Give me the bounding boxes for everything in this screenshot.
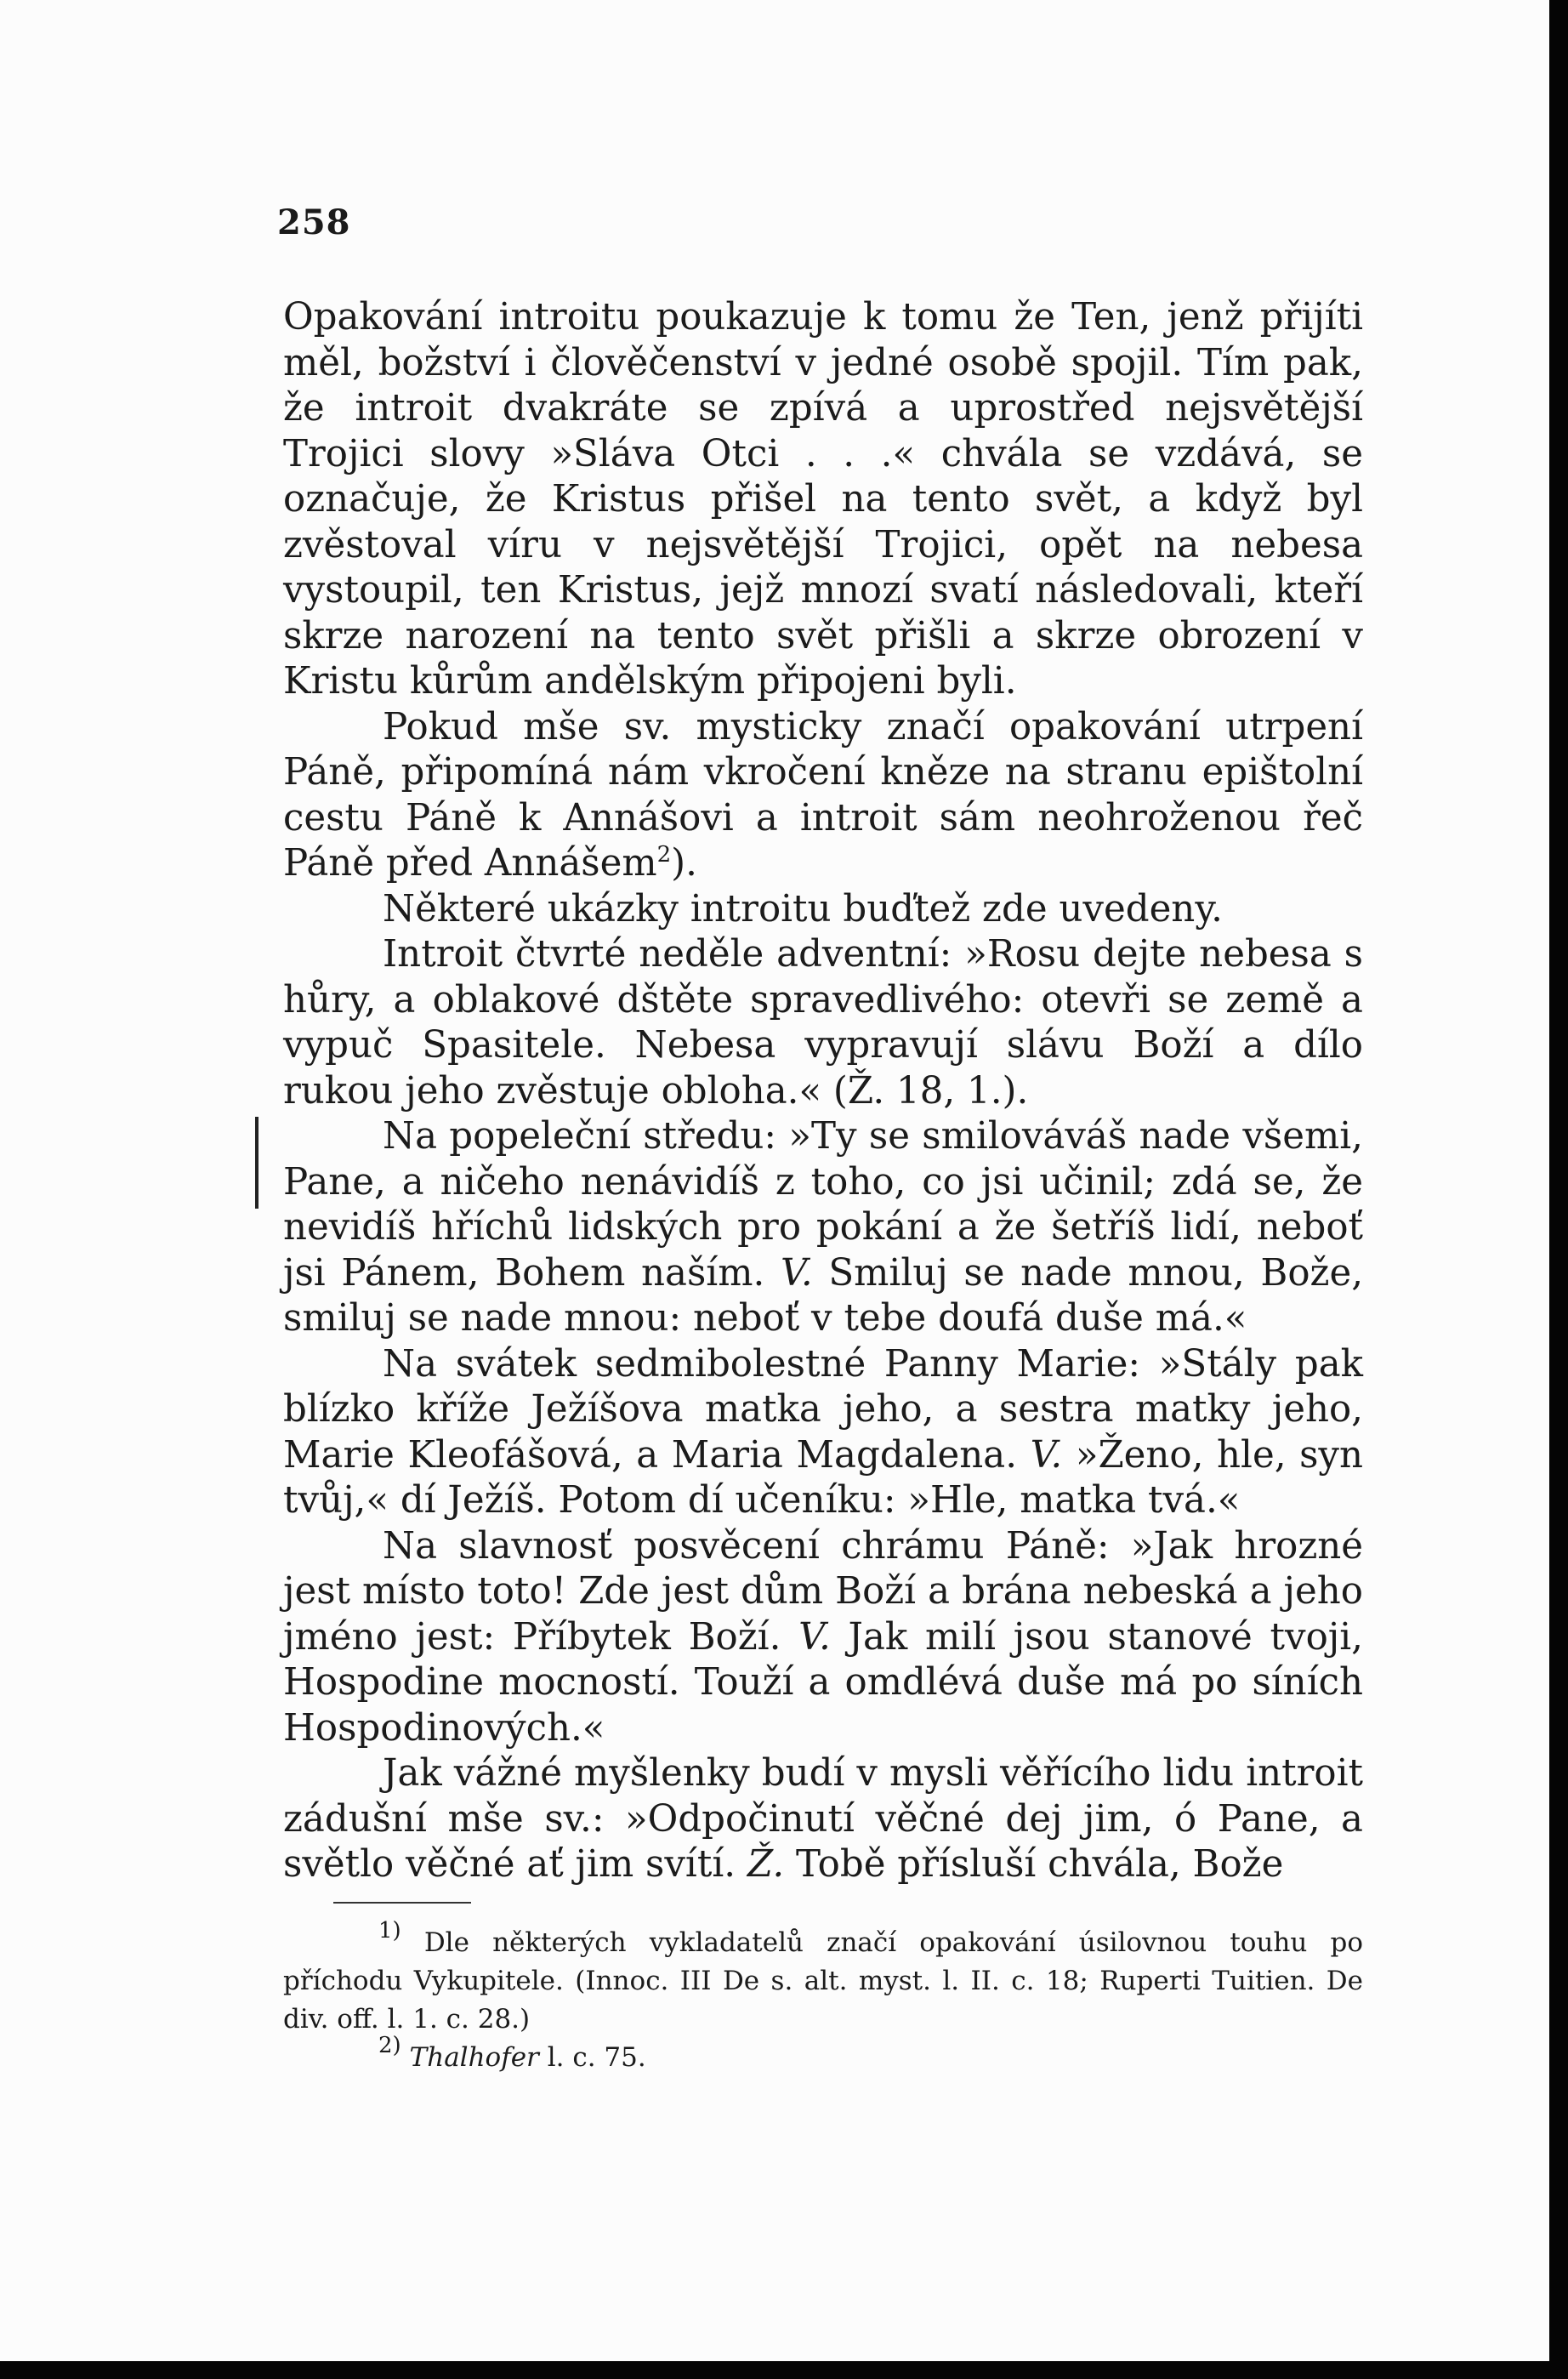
paragraph-4 <box>283 932 1363 1114</box>
paragraph-1 <box>283 295 1363 705</box>
footnotes <box>283 1918 1363 2077</box>
footnote-2 <box>283 2033 1363 2077</box>
paragraph-2-text: Pokud mše sv. mysticky značí opakování utrpení Páně, připomíná nám vkročení kněze na stranu epištolní cestu Páně k Annášovi a introit sám neohroženou řeč Páně před Annášem <box>283 705 1363 885</box>
paragraph-7 <box>283 1524 1363 1752</box>
paragraph-3-text: Některé ukázky introitu buďtež zde uvedeny. <box>383 887 1223 931</box>
footnote-2-author: Thalhofer <box>409 2042 539 2073</box>
page-number: 258 <box>277 202 351 242</box>
paragraph-3 <box>283 887 1363 933</box>
versicle-mark: V. <box>798 1615 831 1659</box>
paragraph-6 <box>283 1342 1363 1524</box>
footnote-ref-2: 2 <box>656 842 672 868</box>
paragraph-5-text: Na popeleční středu: »Ty se smilováváš nade všemi, Pane, a ničeho nenávidíš z toho, co jsi učinil; zdá se, že nevidíš hříchů lidských pro pokání a že šetříš lidí, neboť jsi Pánem, Bohem naším. <box>283 1115 1363 1295</box>
paragraph-7-tail: Jak milí jsou stanové tvoji, Hospodine mocností. Touží a omdlévá duše má po síních Hospodinových.« <box>283 1615 1363 1750</box>
paragraph-5-tail: Smiluj se nade mnou, Bože, smiluj se nade mnou: neboť v tebe doufá duše má.« <box>283 1251 1364 1340</box>
paragraph-1-text: Opakování introitu poukazuje k tomu že Ten, jenž přijíti měl, božství i člověčenství v jedné osobě spojil. Tím pak, že introit dvakráte se zpívá a uprostřed nejsvětější Trojici slovy »Sláva Otci . . .« chvála se vzdává, se označuje, že Kristus přišel na tento svět, a když byl zvěstoval víru v nejsvětější Trojici, opět na nebesa vystoupil, ten Kristus, jejž mnozí svatí následovali, kteří skrze narození na tento svět přišli a skrze obrození v Kristu kůrům andělským připojeni byli. <box>283 296 1363 703</box>
footnote-1-text: Dle některých vykladatelů značí opakování úsilovnou touhu po příchodu Vykupitele. (Innoc. III De s. alt. myst. l. II. c. 18; Ruperti Tuitien. De div. off. l. 1. c. 28.) <box>283 1927 1363 2035</box>
paragraph-4-text: Introit čtvrté neděle adventní: »Rosu dejte nebesa s hůry, a oblakové dštěte spravedlivého: otevři se země a vypuč Spasitele. Nebesa vypravují slávu Boží a dílo rukou jeho zvěstuje obloha.« (Ž. 18, 1.). <box>283 933 1363 1113</box>
paragraph-8-text: Jak vážné myšlenky budí v mysli věřícího lidu introit zádušní mše sv.: »Odpočinutí věčné dej jim, ó Pane, a světlo věčné ať jim svítí. <box>283 1752 1363 1886</box>
paragraph-5 <box>283 1114 1363 1342</box>
footnote-1-mark: 1) <box>378 1918 401 1944</box>
paragraph-2 <box>283 705 1363 887</box>
response-mark: Ž. <box>747 1843 785 1886</box>
scan-edge-bottom <box>0 2361 1568 2379</box>
paragraph-7-text: Na slavnosť posvěcení chrámu Páně: »Jak hrozné jest místo toto! Zde jest dům Boží a brána nebeská a jeho jméno jest: Příbytek Boží. <box>283 1524 1363 1659</box>
footnote-ref-2-close: ). <box>671 842 697 885</box>
paragraph-6-text: Na svátek sedmibolestné Panny Marie: »Stály pak blízko kříže Ježíšova matka jeho, a sestra matky jeho, Marie Kleofášová, a Maria Magdalena. <box>283 1342 1363 1477</box>
footnote-1 <box>283 1918 1363 2039</box>
body-text <box>283 295 1363 1888</box>
versicle-mark: V. <box>1030 1433 1063 1477</box>
footnote-2-text: l. c. 75. <box>547 2042 646 2073</box>
paragraph-8-tail: Tobě přísluší chvála, Bože <box>796 1843 1284 1886</box>
paragraph-8 <box>283 1751 1363 1888</box>
paragraph-6-tail: »Ženo, hle, syn tvůj,« dí Ježíš. Potom dí učeníku: »Hle, matka tvá.« <box>283 1433 1364 1522</box>
footnote-divider <box>333 1902 471 1904</box>
margin-mark <box>255 1117 258 1209</box>
footnote-2-mark: 2) <box>378 2033 401 2058</box>
scan-edge-right <box>1549 0 1568 2379</box>
versicle-mark: V. <box>781 1251 813 1295</box>
